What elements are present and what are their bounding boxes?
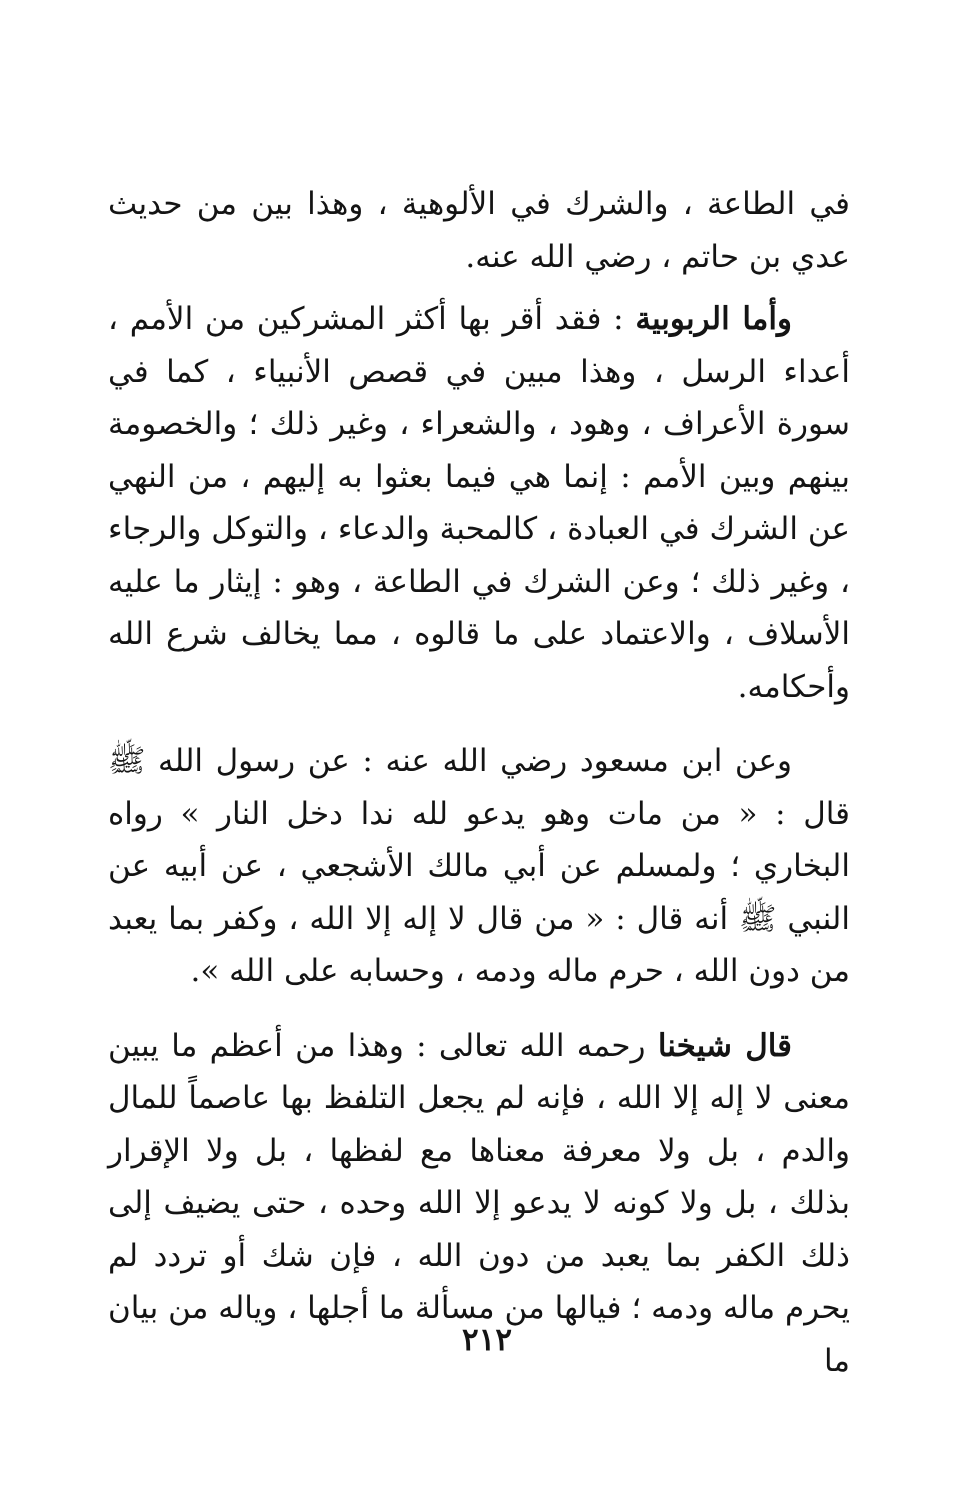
paragraph-2-lead: وأما الربوبية [635, 301, 792, 337]
paragraph-2 [108, 293, 850, 713]
paragraph-4-lead: قال شيخنا [657, 1027, 792, 1064]
paragraph-4-text: رحمه الله تعالى : وهذا من أعظم ما يبين معنى لا إله إلا الله ، فإنه لم يجعل التلفظ بها عاصماً للمال والدم ، بل ولا معرفة معناها مع لفظها ، بل ولا الإقرار بذلك ، بل ولا كونه لا يدعو إلا الله وحده ، حتى يضيف إلى ذلك الكفر بما يعبد من دون الله ، فإن شك أو تردد لم يحرم ماله ودمه ؛ فيالها من مسألة ما أجلها ، وياله من بيان ما [108, 1027, 850, 1379]
page-number: ٢١٢ [462, 1322, 512, 1358]
paragraph-2-text: : فقد أقر بها أكثر المشركين من الأمم ، أعداء الرسل ، وهذا مبين في قصص الأنبياء ، كما في سورة الأعراف ، وهود ، والشعراء ، وغير ذلك ؛ والخصومة بينهم وبين الأمم : إنما هي فيما بعثوا به إليهم ، من النهي عن الشرك في العبادة ، كالمحبة والدعاء ، والتوكل والرجاء ، وغير ذلك ؛ وعن الشرك في الطاعة ، وهو : إيثار ما عليه الأسلاف ، والاعتماد على ما قالوه ، مما يخالف شرع الله وأحكامه. [108, 301, 850, 705]
paragraph-1-text: في الطاعة ، والشرك في الألوهية ، وهذا بين من حديث عدي بن حاتم ، رضي الله عنه. [108, 186, 850, 275]
paragraph-3-text: وعن ابن مسعود رضي الله عنه : عن رسول الله ﷺ قال : « من مات وهو يدعو لله ندا دخل النار » رواه البخاري ؛ ولمسلم عن أبي مالك الأشجعي ، عن أبيه عن النبي ﷺ أنه قال : « من قال لا إله إلا الله ، وكفر بما يعبد من دون الله ، حرم ماله ودمه ، وحسابه على الله ». [108, 743, 850, 989]
page-body [108, 178, 850, 1387]
paragraph-3 [108, 735, 850, 998]
paragraph-1 [108, 178, 850, 283]
